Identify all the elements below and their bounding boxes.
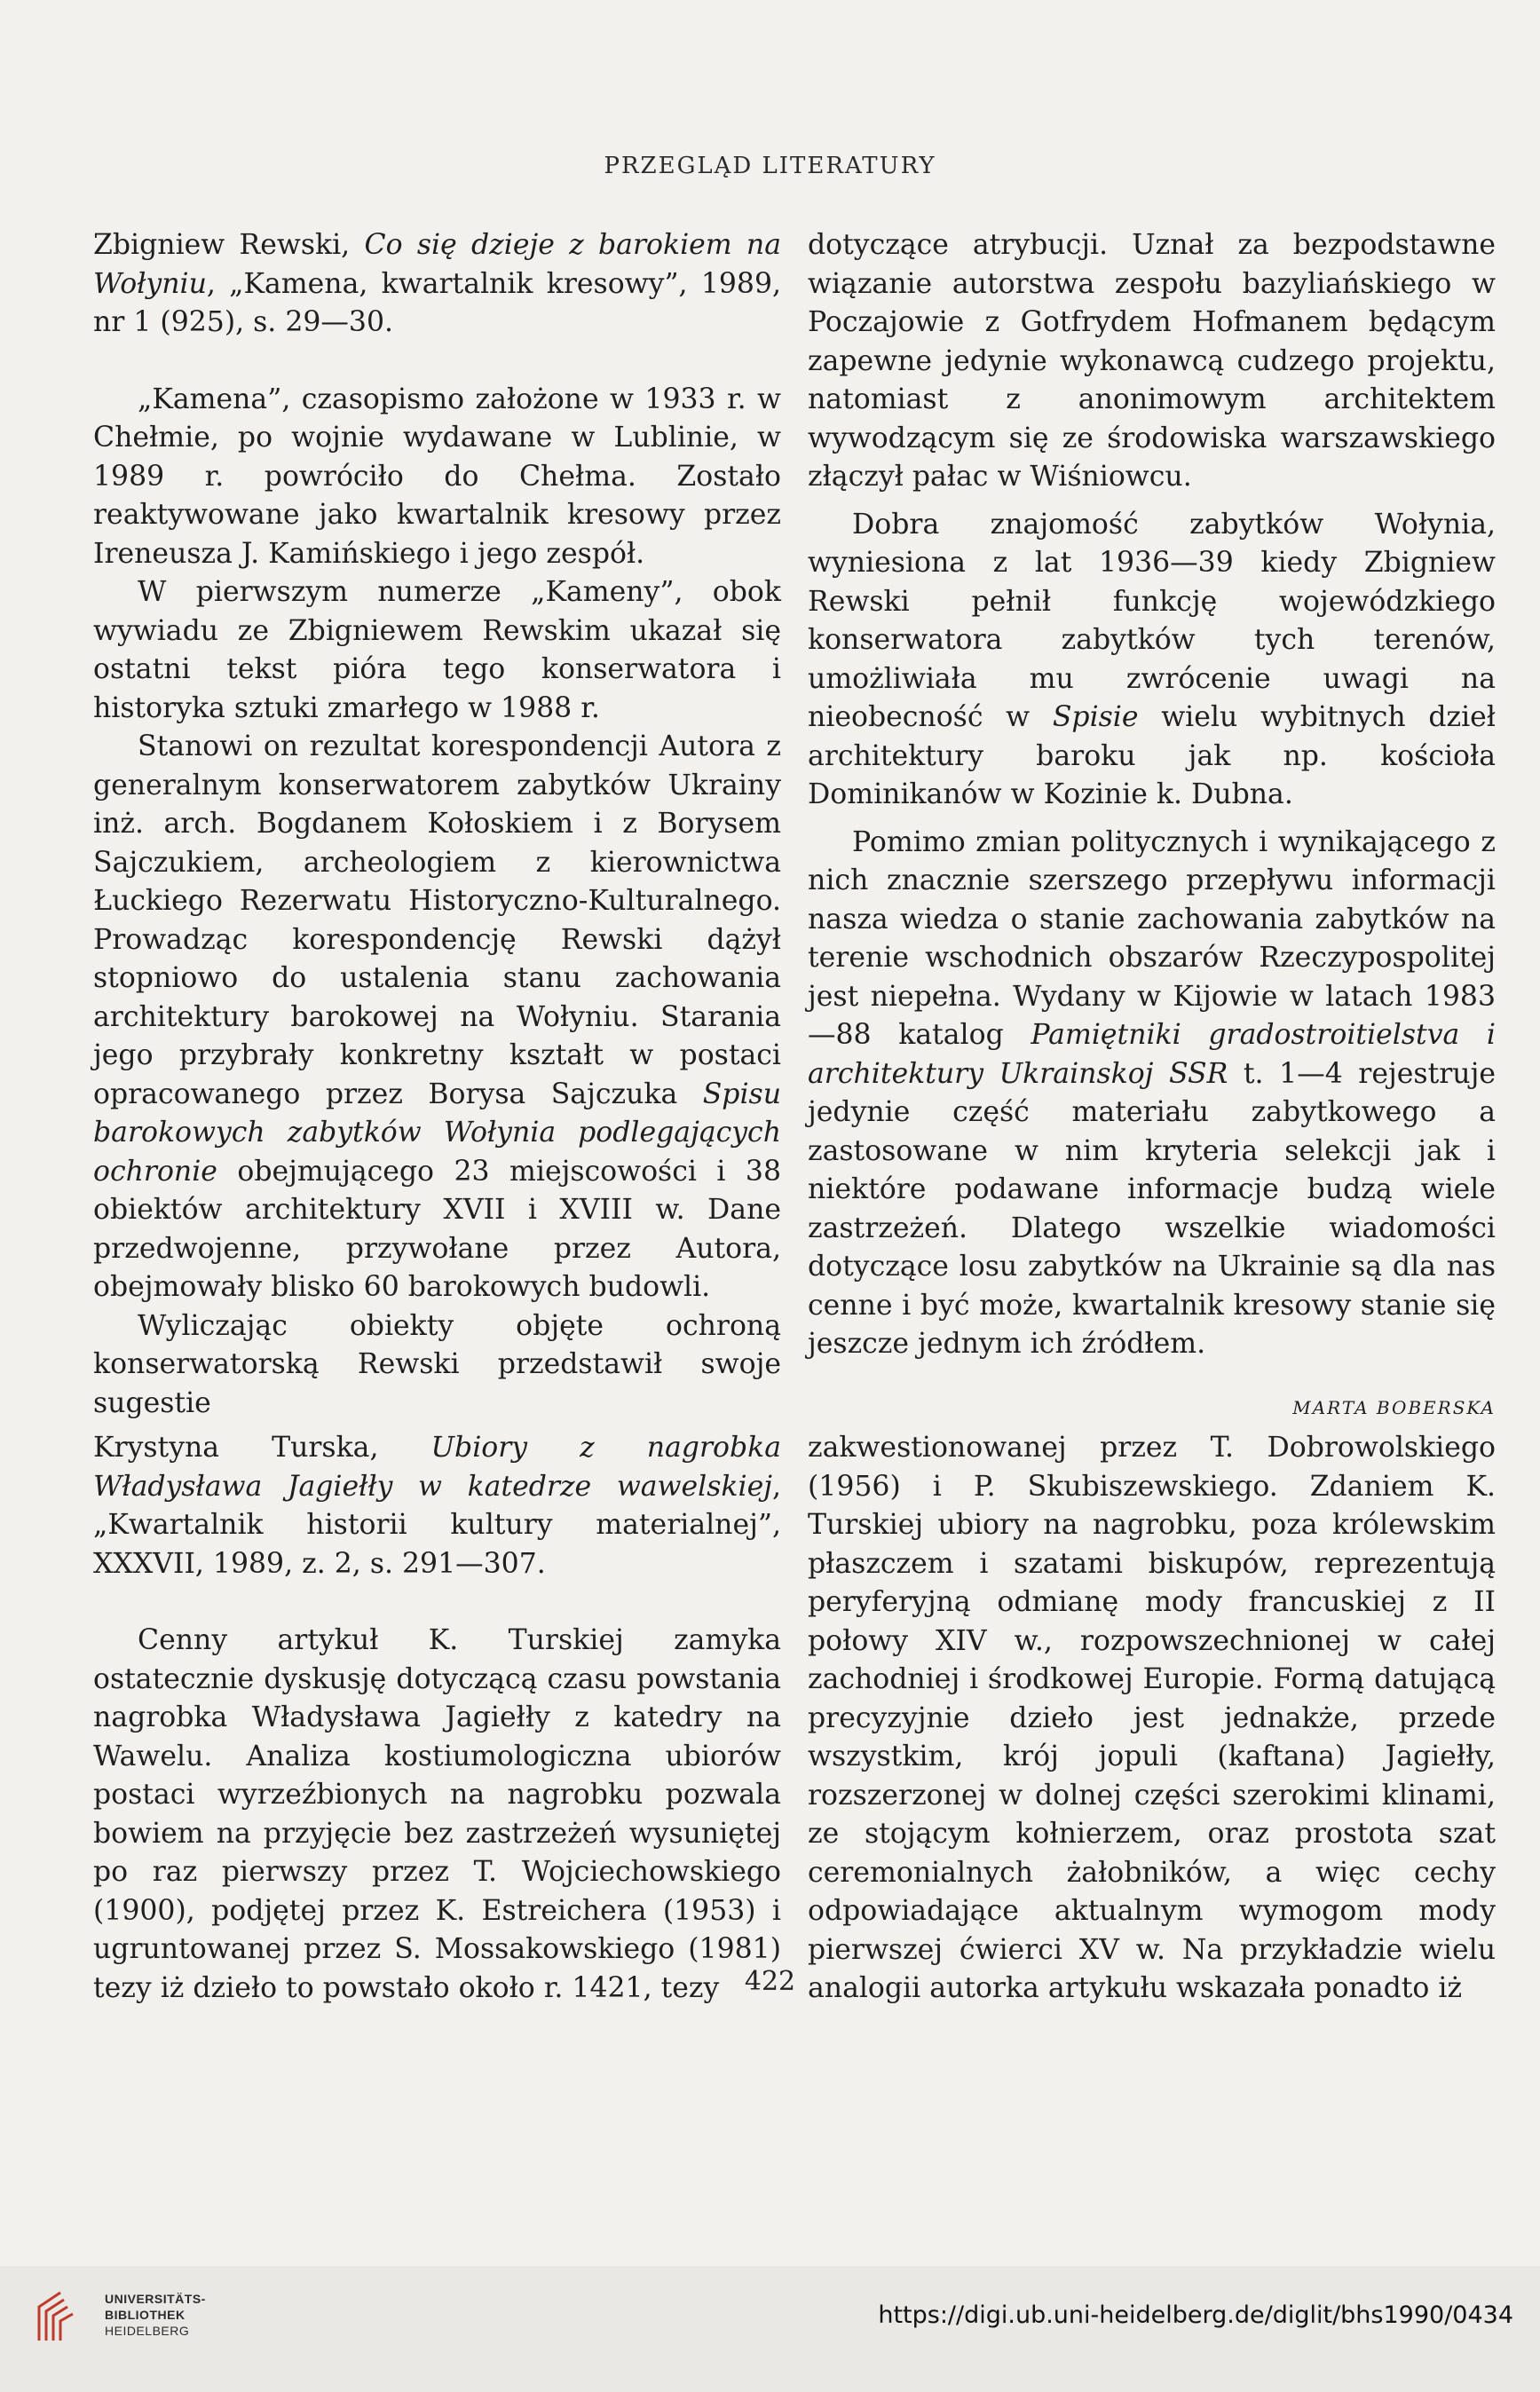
review1-signature: MARTA BOBERSKA: [1292, 1396, 1496, 1418]
review1-paragraph: Dobra znajomość zabytków Wołynia, wyniesiona z lat 1936—39 kiedy Zbigniew Rewski pełnił funkcję wojewódzkiego konserwatora zabytków tych terenów, umożliwiała mu zwrócenie uwagi na nieobecność w Spisie wielu wybitnych dzieł architektury baroku jak np. kościoła Dominikanów w Kozinie k. Dubna.: [808, 508, 1497, 810]
review1-citation: Zbigniew Rewski, Co się dzieje z barokiem na Wołyniu, „Kamena, kwartalnik kresowy”, 1989, nr 1 (925), s. 29—30.: [93, 229, 782, 338]
page-number: 422: [744, 1966, 796, 1997]
library-logo-icon: [34, 2287, 92, 2346]
review1-paragraph: Wyliczając obiekty objęte ochroną konserwatorską Rewski przedstawił swoje sugestie: [93, 1309, 781, 1419]
review2-paragraph: zakwestionowanej przez T. Dobrowolskiego (1956) i P. Skubiszewskiego. Zdaniem K. Turskiej ubiory na nagrobku, poza królewskim płaszczem i szatami biskupów, reprezentują peryferyjną odmianę mody francuskiej z II połowy XIV w., rozpowszechnionej w całej zachodniej i środkowej Europie. Formą datującą precyzyjnie dzieło jest jednakże, przede wszystkim, krój jopuli (kaftana) Jagiełły, rozszerzonej w dolnej części szerokimi klinami, ze stojącym kołnierzem, oraz prostota szat ceremonialnych żałobników, a więc cechy odpowiadające aktualnym wymogom mody pierwszej ćwierci XV w. Na przykładzie wielu analogii autorka artykułu wskazała ponadto iż: [808, 1432, 1496, 2004]
review1-paragraph: W pierwszym numerze „Kameny”, obok wywiadu ze Zbigniewem Rewskim ukazał się ostatni tekst pióra tego konserwatora i historyka sztuki zmarłego w 1988 r.: [93, 576, 781, 724]
review1-paragraph: Pomimo zmian politycznych i wynikającego z nich znacznie szerszego przepływu informacji nasza wiedza o stanie zachowania zabytków na terenie wschodnich obszarów Rzeczypospolitej jest niepełna. Wydany w Kijowie w latach 1983—88 katalog Pamiętniki gradostroitielstva i architektury Ukrainskoj SSR t. 1—4 rejestruje jedynie część materiału zabytkowego a zastosowane w nim kryteria selekcji jak i niektóre podawane informacje budzą wiele zastrzeżeń. Dlatego wszelkie wiadomości dotyczące losu zabytków na Ukrainie są dla nas cenne i być może, kwartalnik kresowy stanie się jeszcze jednym ich źródłem.: [808, 825, 1496, 1360]
running-header: PRZEGLĄD LITERATURY: [604, 153, 936, 179]
review1-right-column: [808, 226, 1496, 1427]
source-url-link[interactable]: https://digi.ub.uni-heidelberg.de/diglit/bhs1990/0434: [878, 2301, 1513, 2329]
review1-paragraph: dotyczące atrybucji. Uznał za bezpodstawne wiązanie autorstwa zespołu bazyliańskiego w Poczajowie z Gotfrydem Hofmanem będącym zapewne jedynie wykonawcą cudzego projektu, natomiast z anonimowym architektem wywodzącym się ze środowiska warszawskiego złączył pałac w Wiśniowcu.: [808, 229, 1496, 493]
review1-paragraph: Stanowi on rezultat korespondencji Autora z generalnym konserwatorem zabytków Ukrainy inż. arch. Bogdanem Kołoskiem i z Borysem Sajczukiem, archeologiem z kierownictwa Łuckiego Rezerwatu Historyczno-Kulturalnego. Prowadząc korespondencję Rewski dążył stopniowo do ustalenia stanu zachowania architektury barokowej na Wołyniu. Starania jego przybrały konkretny kształt w postaci opracowanego przez Borysa Sajczuka Spisu barokowych zabytków Wołynia podlegających ochronie obejmującego 23 miejscowości i 38 obiektów architektury XVII i XVIII w. Dane przedwojenne, przywołane przez Autora, obejmowały blisko 60 barokowych budowli.: [93, 730, 781, 1303]
review2-citation: Krystyna Turska, Ubiory z nagrobka Władysława Jagiełły w katedrze wawelskiej, „Kwartalnik historii kultury materialnej”, XXXVII, 1989, z. 2, s. 291—307.: [93, 1432, 781, 1580]
institution-name: UNIVERSITÄTS- BIBLIOTHEK HEIDELBERG: [105, 2292, 206, 2338]
review1-paragraph: „Kamena”, czasopismo założone w 1933 r. w Chełmie, po wojnie wydawane w Lublinie, w 1989 r. powróciło do Chełma. Zostało reaktywowane jako kwartalnik kresowy przez Ireneusza J. Kamińskiego i jego zespół.: [93, 383, 781, 570]
review2-left-column: [93, 1429, 781, 2008]
review1-left-column: [93, 226, 781, 1423]
review2-paragraph: Cenny artykuł K. Turskiej zamyka ostatecznie dyskusję dotyczącą czasu powstania nagrobka Władysława Jagiełły z katedry na Wawelu. Analiza kostiumologiczna ubiorów postaci wyrzeźbionych na nagrobku pozwala bowiem na przyjęcie bez zastrzeżeń wysuniętej po raz pierwszy przez T. Wojciechowskiego (1900), podjętej przez K. Estreichera (1953) i ugruntowanej przez S. Mossakowskiego (1981) tezy iż dzieło to powstało około r. 1421, tezy: [93, 1624, 781, 2004]
review2-right-column: [808, 1429, 1496, 2009]
footer-bar: [0, 2266, 1540, 2392]
